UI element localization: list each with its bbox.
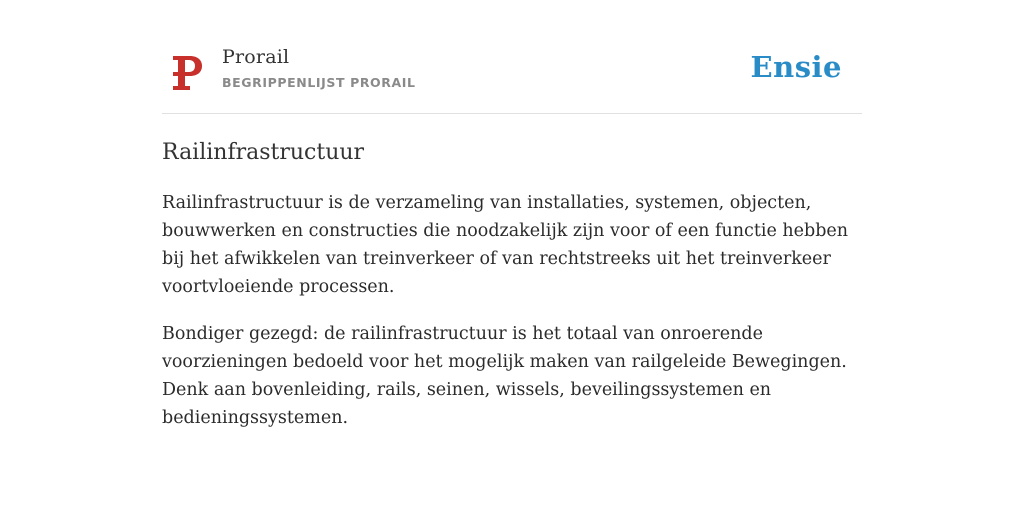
definition-body xyxy=(162,189,862,432)
card-header xyxy=(162,40,862,114)
source-name[interactable]: Prorail xyxy=(222,46,290,68)
source-subtitle[interactable]: BEGRIPPENLIJST PRORAIL xyxy=(222,75,416,90)
term-title: Railinfrastructuur xyxy=(162,140,365,165)
prorail-p-logo-icon xyxy=(170,53,204,91)
ensie-brand-link[interactable]: Ensie xyxy=(750,50,842,84)
definition-paragraph: Bondiger gezegd: de railinfrastructuur is het totaal van onroerende voorzieningen bedoeld voor het mogelijk maken van railgeleide Bewegingen. Denk aan bovenleiding, rails, seinen, wissels, beveilingssystemen en bedieningssystemen. xyxy=(162,324,847,428)
definition-card xyxy=(162,40,862,432)
definition-paragraph: Railinfrastructuur is de verzameling van installaties, systemen, objecten, bouwwerken en constructies die noodzakelijk zijn voor of een functie hebben bij het afwikkelen van treinverkeer of van rechtstreeks uit het treinverkeer voortvloeiende processen. xyxy=(162,193,849,297)
